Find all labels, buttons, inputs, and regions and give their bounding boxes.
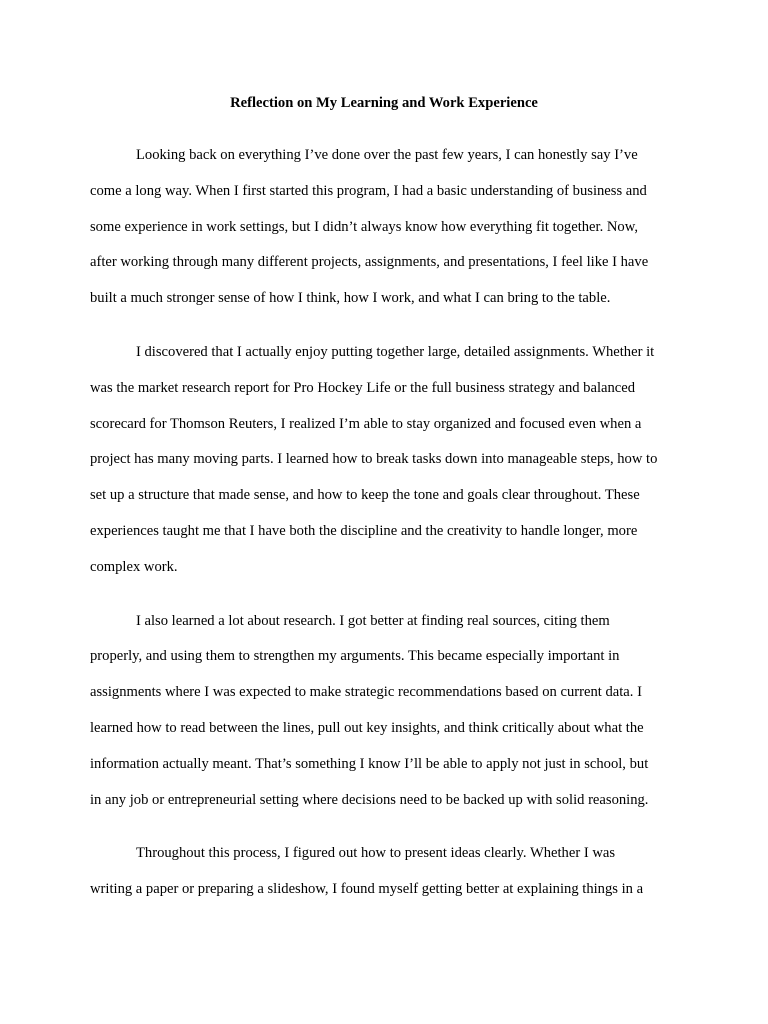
paragraph-line: built a much stronger sense of how I think, how I work, and what I can bring to the table. — [90, 290, 611, 307]
paragraph-3 — [90, 604, 690, 819]
paragraph-line: scorecard for Thomson Reuters, I realized I’m able to stay organized and focused even when a — [90, 415, 642, 432]
paragraph-4 — [90, 836, 690, 908]
paragraph-line: assignments where I was expected to make strategic recommendations based on current data. I — [90, 684, 642, 701]
document-body — [90, 138, 690, 926]
paragraph-1 — [90, 138, 690, 317]
paragraph-line: project has many moving parts. I learned how to break tasks down into manageable steps, how to — [90, 451, 658, 468]
paragraph-line: properly, and using them to strengthen my arguments. This became especially important in — [90, 648, 620, 665]
document-title: Reflection on My Learning and Work Experience — [230, 95, 538, 111]
paragraph-line: in any job or entrepreneurial setting where decisions need to be backed up with solid reasoning. — [90, 791, 649, 808]
paragraph-line: complex work. — [90, 558, 178, 575]
paragraph-line: learned how to read between the lines, pull out key insights, and think critically about what the — [90, 719, 644, 736]
paragraph-line: was the market research report for Pro Hockey Life or the full business strategy and balanced — [90, 379, 636, 396]
paragraph-line: I discovered that I actually enjoy putting together large, detailed assignments. Whether it — [136, 343, 655, 360]
paragraph-line: some experience in work settings, but I didn’t always know how everything fit together. Now, — [90, 218, 638, 235]
paragraph-line: after working through many different projects, assignments, and presentations, I feel like I have — [90, 254, 649, 271]
paragraph-line: Looking back on everything I’ve done over the past few years, I can honestly say I’ve — [136, 147, 638, 163]
paragraph-line: experiences taught me that I have both the discipline and the creativity to handle longer, more — [90, 522, 638, 539]
paragraph-line: I also learned a lot about research. I got better at finding real sources, citing them — [136, 612, 610, 629]
paragraph-line: information actually meant. That’s something I know I’ll be able to apply not just in school, but — [90, 755, 649, 772]
paragraph-line: set up a structure that made sense, and how to keep the tone and goals clear throughout. These — [90, 487, 640, 504]
paragraph-line: writing a paper or preparing a slideshow, I found myself getting better at explaining things in a — [90, 881, 644, 898]
paragraph-line: Throughout this process, I figured out how to present ideas clearly. Whether I was — [136, 845, 616, 862]
paragraph-line: come a long way. When I first started this program, I had a basic understanding of business and — [90, 182, 647, 199]
paragraph-2 — [90, 335, 690, 586]
